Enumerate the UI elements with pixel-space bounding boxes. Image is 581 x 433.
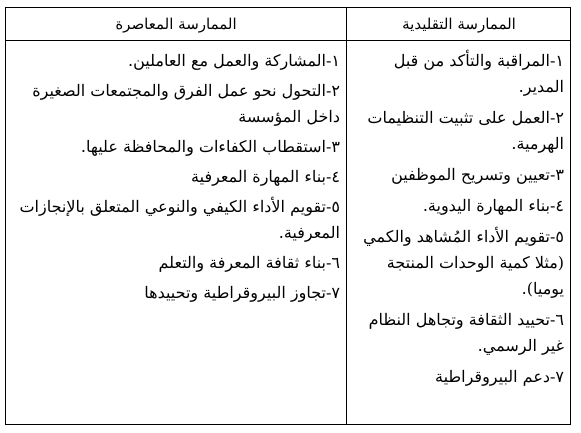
list-item: ٢-العمل على تثبيت التنظيمات الهرمية. <box>367 108 564 153</box>
list-item: ٧-دعم البيروقراطية <box>435 367 564 386</box>
list-item: ٣-تعيين وتسريح الموظفين <box>391 165 564 184</box>
list-item: ٢-التحول نحو عمل الفرق والمجتمعات الصغيرة داخل المؤسسة <box>32 81 340 126</box>
contemporary-column <box>10 48 340 310</box>
list-item: ٦-تحييد الثقافة وتجاهل النظام غير الرسمي. <box>368 310 564 355</box>
header-traditional: الممارسة التقليدية <box>402 15 516 33</box>
list-item: ١-المراقبة والتأكد من قبل المدير. <box>393 51 564 96</box>
list-item: ٥-تقويم الأداء المُشاهد والكمي (مثلا كمية الوحدات المنتجة يوميا). <box>363 227 564 298</box>
header-divider <box>5 40 571 41</box>
header-contemporary: الممارسة المعاصرة <box>115 15 237 33</box>
list-item: ٤-بناء المهارة اليدوية. <box>422 196 564 215</box>
column-divider <box>346 7 347 425</box>
list-item: ٤-بناء المهارة المعرفية <box>191 167 340 186</box>
list-item: ٦-بناء ثقافة المعرفة والتعلم <box>158 253 340 272</box>
list-item: ٣-استقطاب الكفاءات والمحافظة عليها. <box>80 137 340 156</box>
list-item: ١-المشاركة والعمل مع العاملين. <box>128 51 340 70</box>
list-item: ٥-تقويم الأداء الكيفي والنوعي المتعلق بالإنجازات المعرفية. <box>19 197 340 242</box>
list-item: ٧-تجاوز البيروقراطية وتحييدها <box>144 283 340 302</box>
traditional-column <box>352 48 564 395</box>
